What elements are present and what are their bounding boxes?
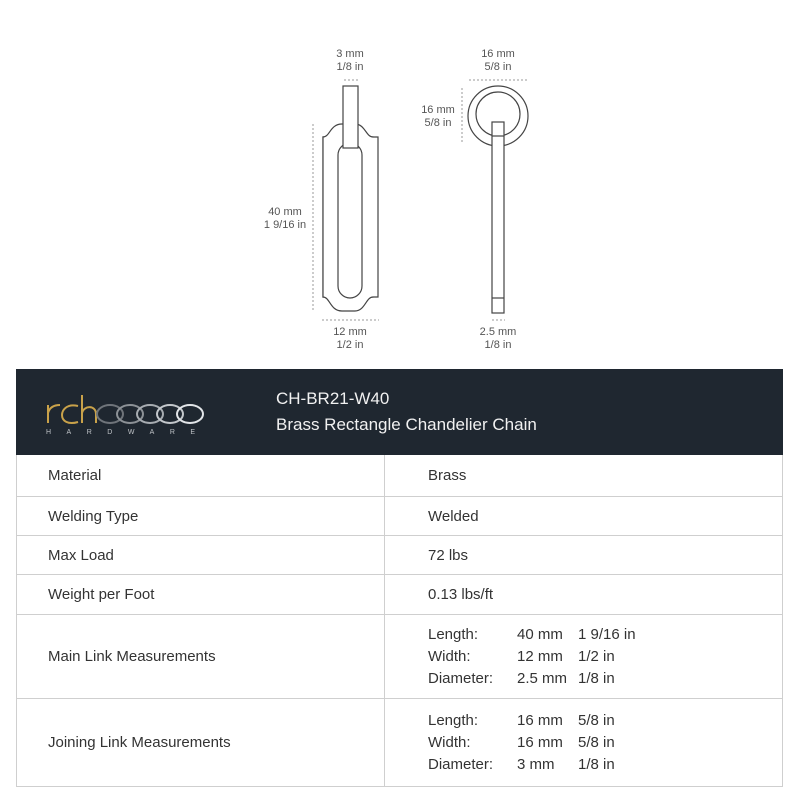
spec-label: Weight per Foot bbox=[17, 575, 385, 614]
spec-label: Joining Link Measurements bbox=[17, 699, 385, 786]
joining-link-side-dim bbox=[408, 104, 468, 130]
meas-in: 5/8 in bbox=[578, 733, 615, 751]
meas-mm: 16 mm bbox=[517, 733, 563, 751]
dim-mm: 2.5 mm bbox=[479, 326, 517, 338]
meas-in: 1/8 in bbox=[578, 755, 615, 773]
table-row bbox=[17, 699, 782, 787]
meas-mm: 2.5 mm bbox=[517, 669, 568, 687]
main-link-side-dim bbox=[255, 206, 315, 232]
dim-in: 1/2 in bbox=[336, 339, 364, 351]
dim-mm: 12 mm bbox=[333, 326, 367, 338]
spec-label: Welding Type bbox=[17, 497, 385, 535]
spec-label: Main Link Measurements bbox=[17, 615, 385, 698]
meas-name: Diameter: bbox=[428, 755, 494, 773]
meas-name: Width: bbox=[428, 647, 471, 665]
meas-in: 1/8 in bbox=[578, 669, 615, 687]
product-name: Brass Rectangle Chandelier Chain bbox=[276, 415, 537, 434]
spec-value bbox=[385, 699, 782, 786]
meas-mm: 3 mm bbox=[517, 755, 555, 773]
table-row bbox=[17, 575, 782, 615]
dim-mm: 3 mm bbox=[336, 48, 364, 60]
dim-mm: 16 mm bbox=[481, 48, 515, 60]
joining-link-bottom-dim bbox=[468, 326, 528, 352]
dim-mm: 16 mm bbox=[421, 104, 455, 116]
joining-link-measurements bbox=[428, 711, 615, 775]
chain-link-drawing bbox=[0, 0, 800, 360]
logo-subtext: HARDWARE bbox=[46, 429, 211, 436]
spec-value: Brass bbox=[428, 467, 467, 484]
meas-name: Length: bbox=[428, 711, 479, 729]
main-link-top-dim bbox=[320, 48, 380, 74]
table-row bbox=[17, 455, 782, 497]
meas-in: 1 9/16 in bbox=[578, 625, 636, 643]
spec-value: 72 lbs bbox=[428, 546, 469, 564]
dim-in: 1/8 in bbox=[336, 61, 364, 73]
dim-in: 5/8 in bbox=[484, 61, 512, 73]
dim-in: 5/8 in bbox=[424, 117, 452, 129]
spec-value: 0.13 lbs/ft bbox=[428, 586, 494, 603]
dim-in: 1 9/16 in bbox=[263, 219, 307, 231]
link-diagram bbox=[0, 0, 800, 360]
dim-mm: 40 mm bbox=[268, 206, 302, 218]
spec-table bbox=[16, 369, 783, 787]
meas-name: Width: bbox=[428, 733, 471, 751]
spec-label: Max Load bbox=[17, 536, 385, 574]
dim-in: 1/8 in bbox=[484, 339, 512, 351]
meas-in: 5/8 in bbox=[578, 711, 615, 729]
joining-link-top-dim bbox=[468, 48, 528, 74]
table-row bbox=[17, 536, 782, 575]
main-link-measurements bbox=[428, 625, 636, 689]
spec-value bbox=[385, 615, 782, 698]
meas-mm: 40 mm bbox=[517, 625, 563, 643]
meas-mm: 16 mm bbox=[517, 711, 563, 729]
meas-name: Length: bbox=[428, 625, 479, 643]
meas-mm: 12 mm bbox=[517, 647, 563, 665]
product-sku: CH-BR21-W40 bbox=[276, 389, 390, 408]
spec-label: Material bbox=[17, 455, 385, 496]
main-link-bottom-dim bbox=[320, 326, 380, 352]
spec-value: Welded bbox=[428, 507, 479, 525]
meas-name: Diameter: bbox=[428, 669, 494, 687]
product-header bbox=[16, 369, 783, 455]
meas-in: 1/2 in bbox=[578, 647, 615, 665]
table-row bbox=[17, 615, 782, 699]
table-row bbox=[17, 497, 782, 536]
spec-rows bbox=[16, 455, 783, 787]
